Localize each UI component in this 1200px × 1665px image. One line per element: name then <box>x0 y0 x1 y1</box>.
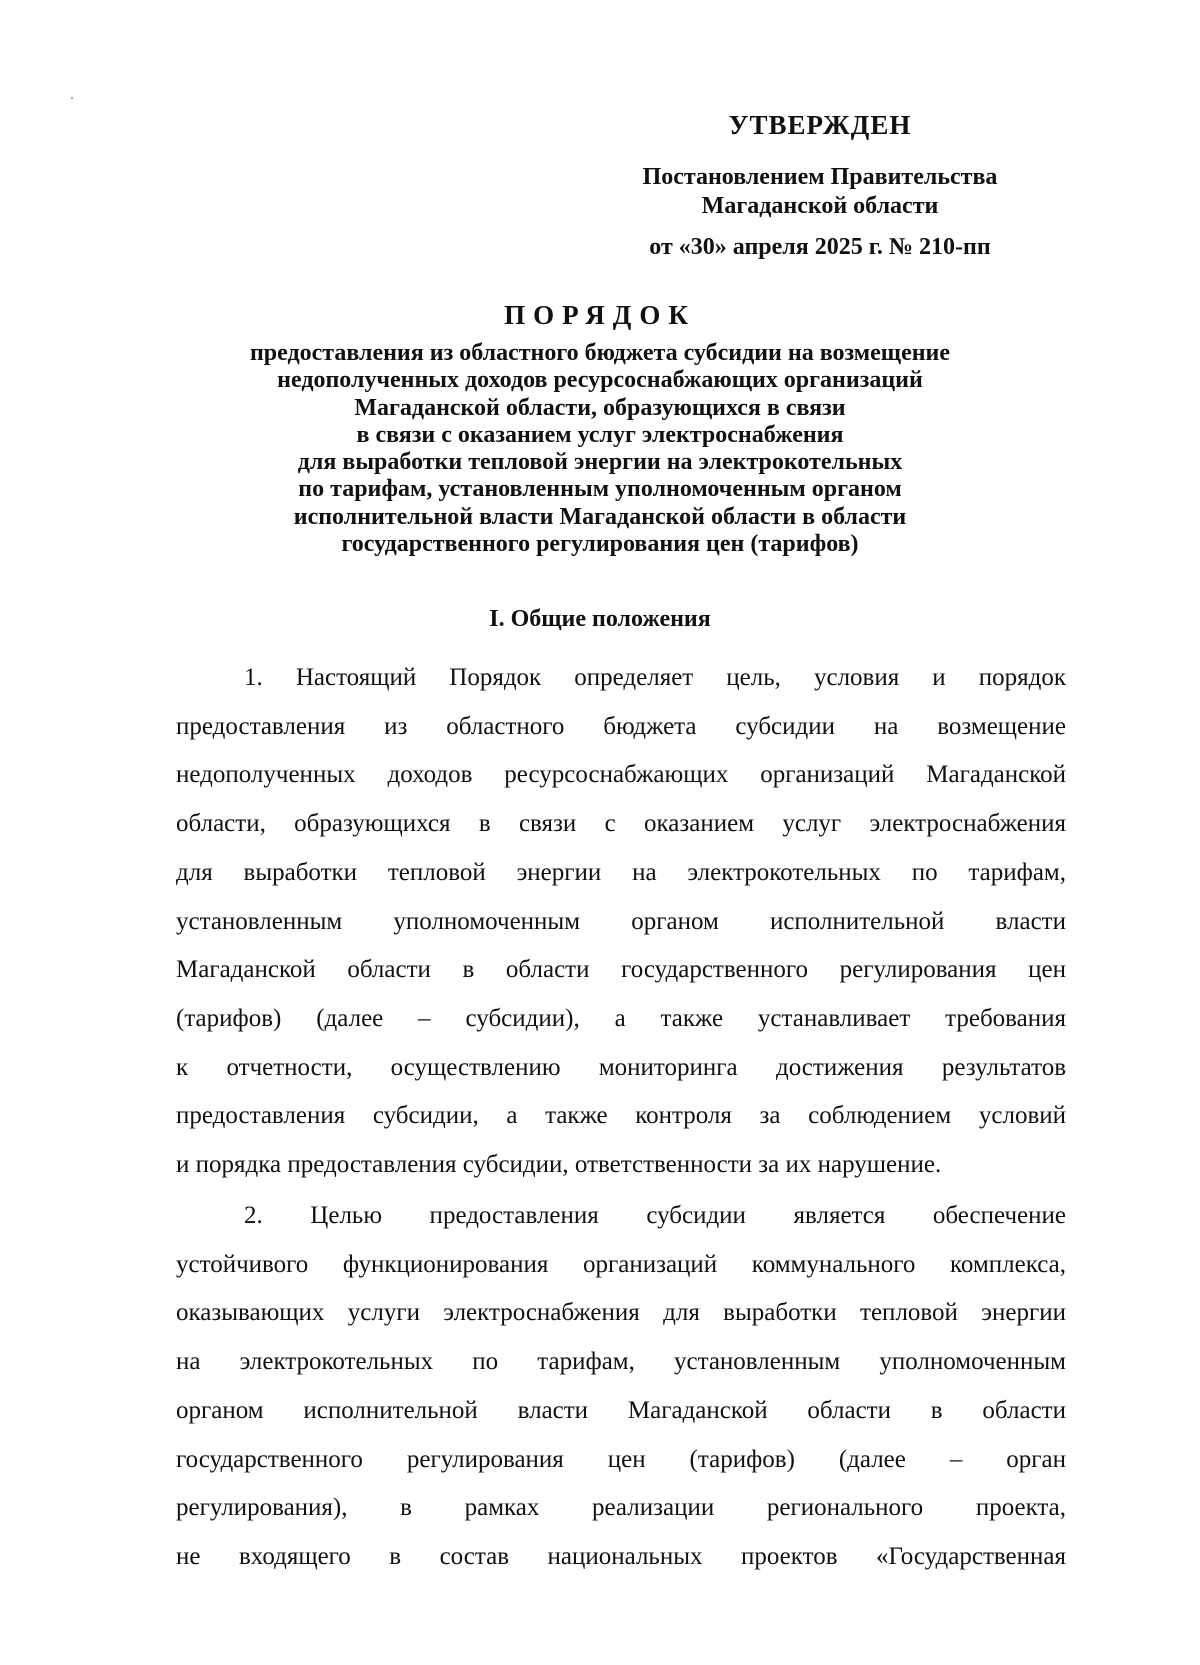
subtitle-line: предоставления из областного бюджета субсидии на возмещение <box>249 340 951 366</box>
paragraph-line: для выработки тепловой энергии на электрокотельных по тарифам, <box>176 858 1066 886</box>
subtitle-line: исполнительной власти Магаданской области в области <box>293 503 907 530</box>
paragraph-line: 1. Настоящий Порядок определяет цель, условия и порядок <box>244 664 1066 691</box>
paragraph-line: к отчетности, осуществлению мониторинга достижения результатов <box>176 1053 1066 1081</box>
decree-date: от «30» апреля 2025 г. № 210-пп <box>649 234 991 260</box>
subtitle-line: Магаданской области, образующихся в связи <box>354 394 846 421</box>
paragraph-line: области, образующихся в связи с оказанием услуг электроснабжения <box>176 810 1066 838</box>
paragraph-line: предоставления субсидии, а также контроля за соблюдением условий <box>176 1102 1066 1130</box>
paragraph-line: недополученных доходов ресурсоснабжающих организаций Магаданской <box>176 761 1066 789</box>
document-subtitle <box>170 340 1030 558</box>
document-title: ПОРЯДОК <box>504 300 696 330</box>
subtitle-line: для выработки тепловой энергии на электрокотельных <box>297 449 903 476</box>
paragraph-line: Магаданской области в области государственного регулирования цен <box>176 956 1066 984</box>
subtitle-line: в связи с оказанием услуг электроснабжения <box>356 421 844 448</box>
paragraph-line: предоставления из областного бюджета субсидии на возмещение <box>176 712 1066 740</box>
scan-speck <box>71 97 73 99</box>
paragraph-line: регулирования), в рамках реализации регионального проекта, <box>176 1494 1066 1522</box>
approval-stamp-block <box>600 108 1040 262</box>
decree-reference <box>600 163 1040 221</box>
paragraph-line: устойчивого функционирования организаций коммунального комплекса, <box>176 1250 1066 1278</box>
paragraph-line: 2. Целью предоставления субсидии является обеспечение <box>244 1202 1066 1229</box>
subtitle-line: по тарифам, установленным уполномоченным органом <box>298 476 902 503</box>
paragraph-line: (тарифов) (далее – субсидии), а также устанавливает требования <box>176 1004 1066 1032</box>
section-heading: I. Общие положения <box>489 606 711 632</box>
subtitle-line: государственного регулирования цен (тарифов) <box>341 531 859 558</box>
decree-line-2: Магаданской области <box>701 193 939 219</box>
paragraph-line: оказывающих услуги электроснабжения для выработки тепловой энергии <box>176 1299 1066 1327</box>
subtitle-line: недополученных доходов ресурсоснабжающих организаций <box>277 367 923 394</box>
approved-label: УТВЕРЖДЕН <box>728 110 912 140</box>
paragraph-line: установленным уполномоченным органом исполнительной власти <box>176 907 1066 935</box>
paragraph-line: и порядка предоставления субсидии, ответственности за их нарушение. <box>176 1151 942 1179</box>
paragraph-2 <box>176 1192 1066 1582</box>
paragraph-line: государственного регулирования цен (тарифов) (далее – орган <box>176 1445 1066 1473</box>
decree-line-1: Постановлением Правительства <box>642 164 998 190</box>
paragraph-1 <box>176 654 1066 1190</box>
paragraph-line: на электрокотельных по тарифам, установленным уполномоченным <box>176 1348 1066 1376</box>
paragraph-line: органом исполнительной власти Магаданской области в области <box>176 1396 1066 1424</box>
paragraph-line: не входящего в состав национальных проектов «Государственная <box>176 1542 1066 1570</box>
